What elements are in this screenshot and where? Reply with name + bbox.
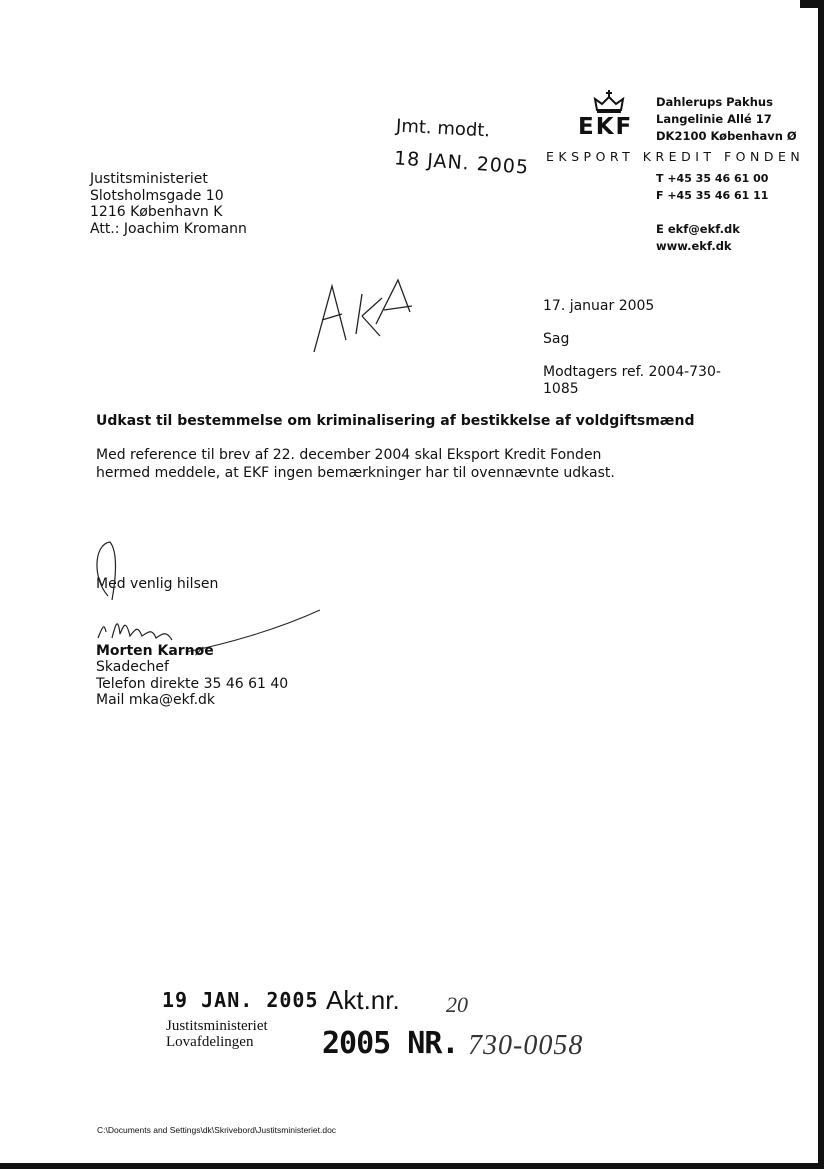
ministry-receipt-stamp <box>162 988 319 1050</box>
reference-line: 1085 <box>543 380 579 397</box>
recipient-reference <box>543 364 721 397</box>
reference-line: Modtagers ref. 2004-730- <box>543 364 721 380</box>
file-path-footer: C:\Documents and Settings\dk\Skrivebord\Justitsministeriet.doc <box>97 1125 337 1135</box>
signatory-email[interactable]: Mail mka@ekf.dk <box>96 692 216 708</box>
stamp-line: Lovafdelingen <box>166 1034 254 1050</box>
recipient-address <box>90 171 247 237</box>
scan-edge-corner <box>800 0 824 8</box>
letter-subject: Udkast til bestemmelse om kriminalisering af bestikkelse af voldgiftsmænd <box>96 413 695 429</box>
contact-block <box>656 221 740 255</box>
address-line: Dahlerups Pakhus <box>656 95 773 109</box>
scan-edge-right <box>818 0 824 1169</box>
received-stamp-label: Jmt. modt. <box>395 115 491 142</box>
stamp-date: 19 JAN. 2005 <box>162 988 319 1012</box>
body-line: Med reference til brev af 22. december 2004 skal Eksport Kredit Fonden <box>96 447 602 463</box>
signatory-details <box>96 659 288 709</box>
akt-number-label: Akt.nr. <box>326 985 400 1015</box>
recipient-line: Justitsministeriet <box>90 171 208 187</box>
case-number-value: 730-0058 <box>468 1030 584 1061</box>
crown-logo-icon <box>594 90 624 114</box>
handwritten-signature <box>86 538 326 658</box>
brand-logo: EKF <box>578 114 634 140</box>
stamp-line: Justitsministeriet <box>166 1018 268 1034</box>
phone-block <box>656 170 768 204</box>
address-line: DK2100 København Ø <box>656 129 797 143</box>
case-label: Sag <box>543 331 570 347</box>
akt-number-value: 20 <box>446 992 468 1017</box>
body-line: hermed meddele, at EKF ingen bemærkninger har til ovennævnte udkast. <box>96 465 615 481</box>
signatory-name: Morten Karnøe <box>96 643 214 659</box>
scan-edge-bottom <box>0 1163 824 1169</box>
website-link[interactable]: www.ekf.dk <box>656 239 732 253</box>
recipient-line: 1216 København K <box>90 204 223 220</box>
handwritten-initials <box>310 276 420 356</box>
fax-line: F +45 35 46 61 11 <box>656 189 769 202</box>
letter-date: 17. januar 2005 <box>543 298 655 314</box>
closing-greeting: Med venlig hilsen <box>96 576 219 592</box>
received-stamp-date: 18 JAN. 2005 <box>393 147 530 179</box>
case-number-label: 2005 NR. <box>322 1026 459 1061</box>
phone-line: T +45 35 46 61 00 <box>656 172 769 185</box>
recipient-line: Slotsholmsgade 10 <box>90 187 224 204</box>
company-tagline: EKSPORT KREDIT FONDEN <box>546 149 805 164</box>
signatory-phone: Telefon direkte 35 46 61 40 <box>96 675 289 692</box>
signatory-title: Skadechef <box>96 659 169 675</box>
recipient-line: Att.: Joachim Kromann <box>90 220 247 237</box>
address-line: Langelinie Allé 17 <box>656 112 772 126</box>
letter-body <box>96 446 615 482</box>
stamp-text <box>166 1018 319 1050</box>
sender-address <box>656 94 797 145</box>
email-link[interactable]: E ekf@ekf.dk <box>656 222 740 236</box>
